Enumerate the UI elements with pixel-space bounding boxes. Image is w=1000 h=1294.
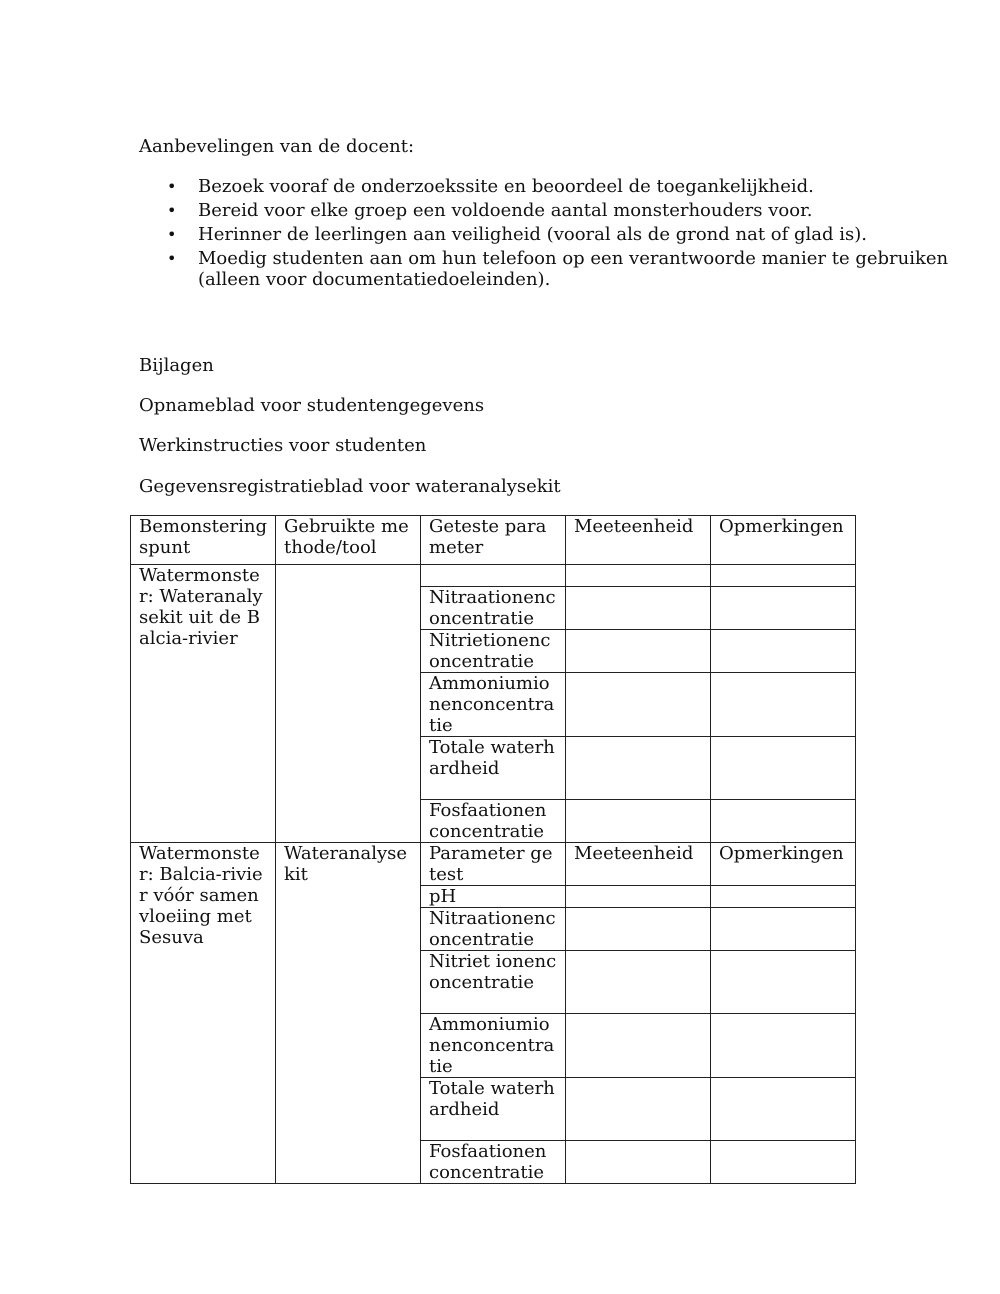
list-item [139, 176, 969, 197]
unit-header-cell: Meeteenheid [566, 843, 711, 886]
parameter-cell: Totale waterhardheid [421, 1078, 566, 1141]
parameter-cell [421, 565, 566, 587]
remarks-cell[interactable] [711, 565, 856, 587]
remarks-cell[interactable] [711, 737, 856, 800]
parameter-cell: Nitrietionenconcentratie [421, 630, 566, 673]
parameter-cell: Nitriet ionenconcentratie [421, 951, 566, 1014]
header-cell: Gebruikte methode/tool [276, 516, 421, 565]
appendix-item: Werkinstructies voor studenten [139, 435, 427, 456]
remarks-cell[interactable] [711, 673, 856, 737]
parameter-cell: Ammoniumionenconcentratie [421, 1014, 566, 1078]
remarks-cell[interactable] [711, 886, 856, 908]
list-item-text: Moedig studenten aan om hun telefoon op een verantwoorde manier te gebruiken (alleen voor documentatiedoeleinden). [198, 248, 949, 290]
remarks-cell[interactable] [711, 800, 856, 843]
parameter-cell: Totale waterhardheid [421, 737, 566, 800]
bullet-icon: • [167, 225, 177, 244]
unit-cell[interactable] [566, 630, 711, 673]
unit-cell[interactable] [566, 565, 711, 587]
method-cell: Wateranalysekit [276, 843, 421, 1184]
unit-cell[interactable] [566, 908, 711, 951]
list-item [139, 248, 969, 290]
list-item-text: Herinner de leerlingen aan veiligheid (vooral als de grond nat of glad is). [198, 224, 867, 245]
unit-cell[interactable] [566, 1078, 711, 1141]
parameter-cell: Nitraationenconcentratie [421, 908, 566, 951]
remarks-cell[interactable] [711, 1141, 856, 1184]
table-subheader-row [131, 843, 856, 886]
remarks-cell[interactable] [711, 587, 856, 630]
remarks-cell[interactable] [711, 1014, 856, 1078]
unit-cell[interactable] [566, 951, 711, 1014]
list-item [139, 224, 969, 245]
table-header-row [131, 516, 856, 565]
unit-cell[interactable] [566, 673, 711, 737]
appendix-item: Gegevensregistratieblad voor wateranalysekit [139, 476, 561, 497]
unit-cell[interactable] [566, 587, 711, 630]
unit-cell[interactable] [566, 1141, 711, 1184]
parameter-cell: Fosfaationen concentratie [421, 800, 566, 843]
list-item-text: Bereid voor elke groep een voldoende aantal monsterhouders voor. [198, 200, 813, 221]
sampling-point-cell: Watermonster: Balcia-rivier vóór samenvloeiing met Sesuva [131, 843, 276, 1184]
recommendations-heading: Aanbevelingen van de docent: [139, 136, 415, 157]
recommendations-list [139, 176, 969, 293]
unit-cell[interactable] [566, 1014, 711, 1078]
remarks-cell[interactable] [711, 951, 856, 1014]
water-analysis-table [130, 515, 856, 1184]
table-row [131, 565, 856, 587]
remarks-cell[interactable] [711, 908, 856, 951]
header-cell: Geteste parameter [421, 516, 566, 565]
list-item [139, 200, 969, 221]
unit-cell[interactable] [566, 800, 711, 843]
remarks-cell[interactable] [711, 1078, 856, 1141]
header-cell: Bemonsteringspunt [131, 516, 276, 565]
parameter-header-cell: Parameter getest [421, 843, 566, 886]
unit-cell[interactable] [566, 886, 711, 908]
header-cell: Opmerkingen [711, 516, 856, 565]
parameter-cell: Nitraationenconcentratie [421, 587, 566, 630]
bullet-icon: • [167, 201, 177, 220]
appendix-title: Bijlagen [139, 355, 214, 376]
header-cell: Meeteenheid [566, 516, 711, 565]
list-item-text: Bezoek vooraf de onderzoekssite en beoordeel de toegankelijkheid. [198, 176, 814, 197]
unit-cell[interactable] [566, 737, 711, 800]
method-cell [276, 565, 421, 843]
bullet-icon: • [167, 177, 177, 196]
bullet-icon: • [167, 249, 177, 268]
parameter-cell: pH [421, 886, 566, 908]
remarks-cell[interactable] [711, 630, 856, 673]
remarks-header-cell: Opmerkingen [711, 843, 856, 886]
sampling-point-cell: Watermonster: Wateranalysekit uit de Balcia-rivier [131, 565, 276, 843]
parameter-cell: Fosfaationen concentratie [421, 1141, 566, 1184]
appendix-item: Opnameblad voor studentengegevens [139, 395, 485, 416]
parameter-cell: Ammoniumionenconcentratie [421, 673, 566, 737]
